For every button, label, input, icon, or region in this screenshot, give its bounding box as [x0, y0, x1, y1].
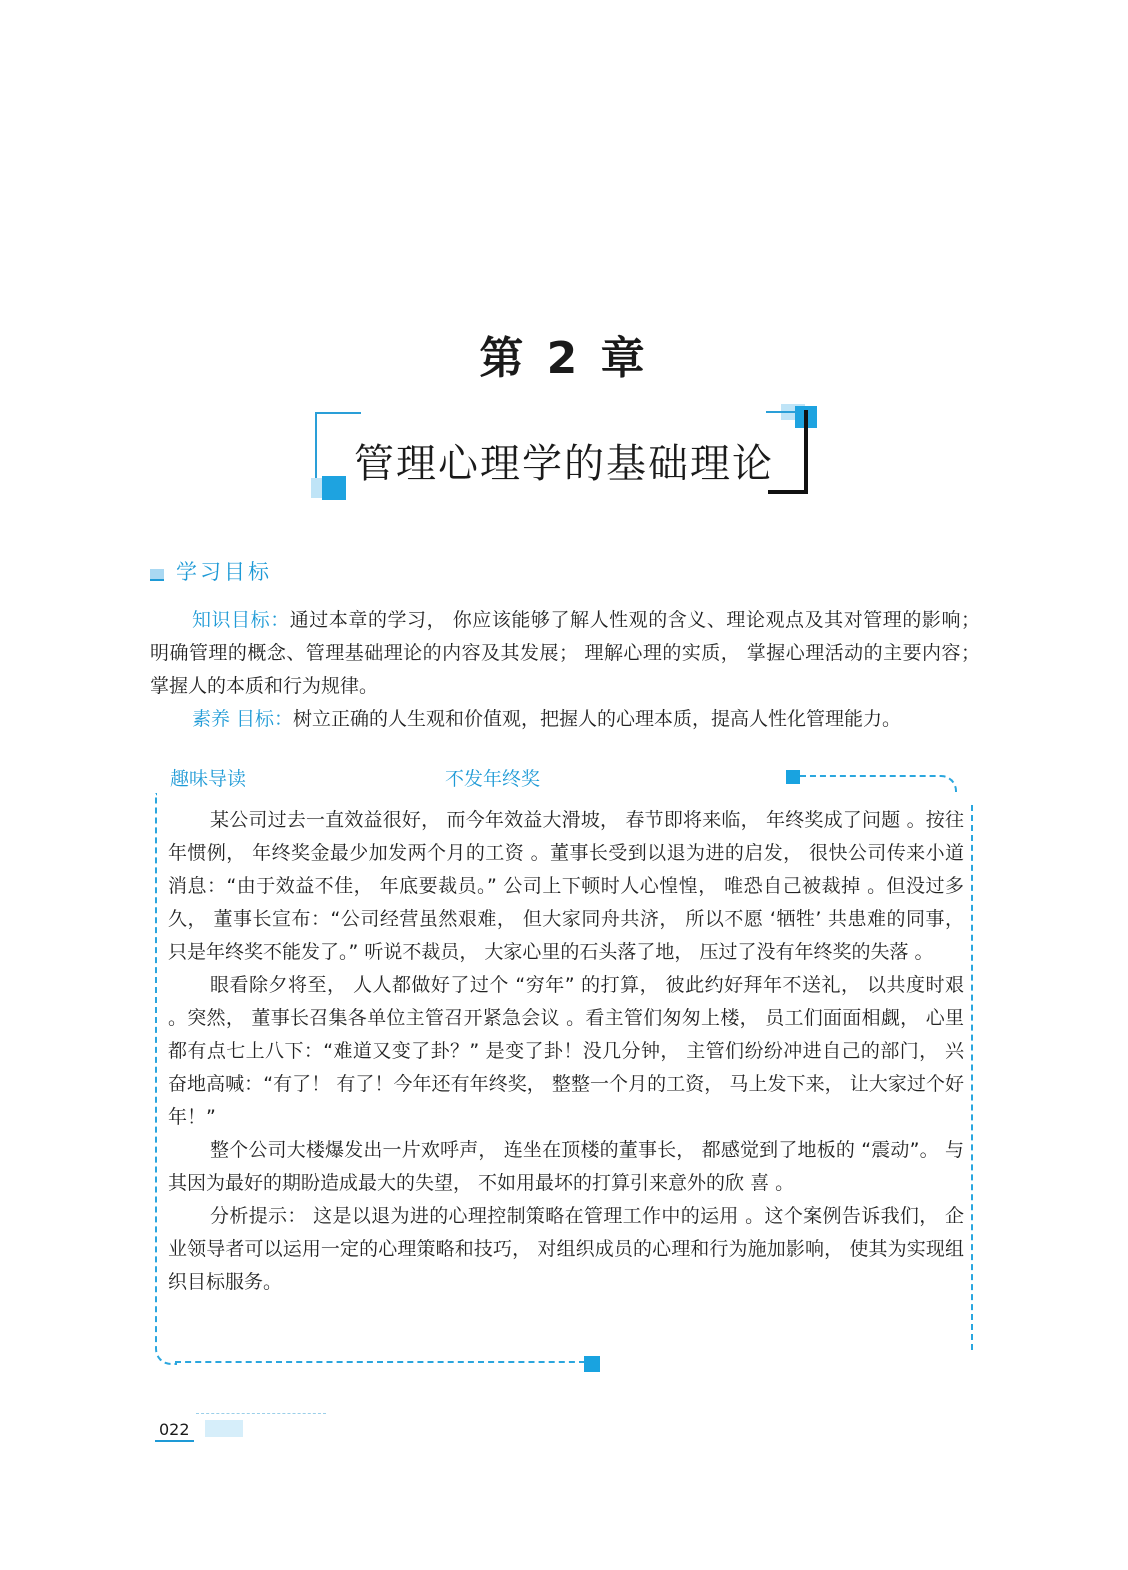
case-box-border-top	[800, 775, 957, 793]
quality-objective	[150, 703, 980, 736]
quality-text: 树立正确的人生观和价值观，把握人的心理本质，提高人性化管理能力。	[293, 708, 902, 730]
case-title: 不发年终奖	[445, 768, 541, 790]
page-number: 022	[155, 1420, 194, 1442]
chapter-title: 管理心理学的基础理论	[354, 441, 774, 487]
heading-marker-icon	[150, 569, 164, 581]
knowledge-label: 知识目标：	[192, 609, 290, 631]
case-paragraph: 眼看除夕将至， 人人都做好了过个 “穷年” 的打算， 彼此约好拜年不送礼， 以共度时艰 。突然， 董事长召集各单位主管召开紧急会议 。看主管们匆匆上楼， 员工们面面相觑， 心里都有点七上八下：“难道又变了卦？” 是变了卦！没几分钟， 主管们纷纷冲进自己的部门， 兴奋地高喊：“有了！ 有了！今年还有年终奖， 整整一个月的工资， 马上发下来， 让大家过个好年！”	[168, 974, 964, 1128]
objectives-heading	[150, 556, 272, 586]
objectives-heading-text: 学习目标	[176, 560, 272, 584]
knowledge-text: 通过本章的学习， 你应该能够了解人性观的含义、理论观点及其对管理的影响； 明确管理的概念、管理基础理论的内容及其发展； 理解心理的实质， 掌握心理活动的主要内容； 掌握人的本质和行为规律。	[150, 609, 980, 697]
case-label: 趣味导读	[170, 768, 247, 790]
case-box-corner-square-top	[786, 770, 800, 784]
quality-label: 素养 目标：	[192, 708, 294, 730]
case-paragraph: 某公司过去一直效益很好， 而今年效益大滑坡， 春节即将来临， 年终奖成了问题 。按往年惯例， 年终奖金最少加发两个月的工资 。董事长受到以退为进的启发， 很快公司传来小道消息：“由于效益不佳， 年底要裁员。” 公司上下顿时人心惶惶， 唯恐自己被裁掉 。但没过多久， 董事长宣布：“公司经营虽然艰难， 但大家同舟共济， 所以不愿 ‘牺牲’ 共患难的同事， 只是年终奖不能发了。” 听说不裁员， 大家心里的石头落了地， 压过了没有年终奖的失落 。	[168, 809, 964, 963]
case-box-border-bottom	[175, 1361, 585, 1363]
case-body	[168, 804, 964, 1299]
footer-dotted-line	[196, 1413, 326, 1414]
chapter-number: 第 2 章	[479, 333, 649, 384]
case-paragraph: 整个公司大楼爆发出一片欢呼声， 连坐在顶楼的董事长， 都感觉到了地板的 “震动”。 与其因为最好的期盼造成最大的失望， 不如用最坏的打算引来意外的欣 喜 。	[168, 1139, 964, 1194]
case-box-corner-square-bottom	[584, 1356, 600, 1372]
footer-tab	[205, 1420, 243, 1437]
case-paragraph: 分析提示： 这是以退为进的心理控制策略在管理工作中的运用 。这个案例告诉我们， 企业领导者可以运用一定的心理策略和技巧， 对组织成员的心理和行为施加影响， 使其为实现组织目标服务。	[168, 1205, 964, 1293]
knowledge-objective	[150, 604, 980, 703]
case-box-border-right	[971, 805, 973, 1350]
